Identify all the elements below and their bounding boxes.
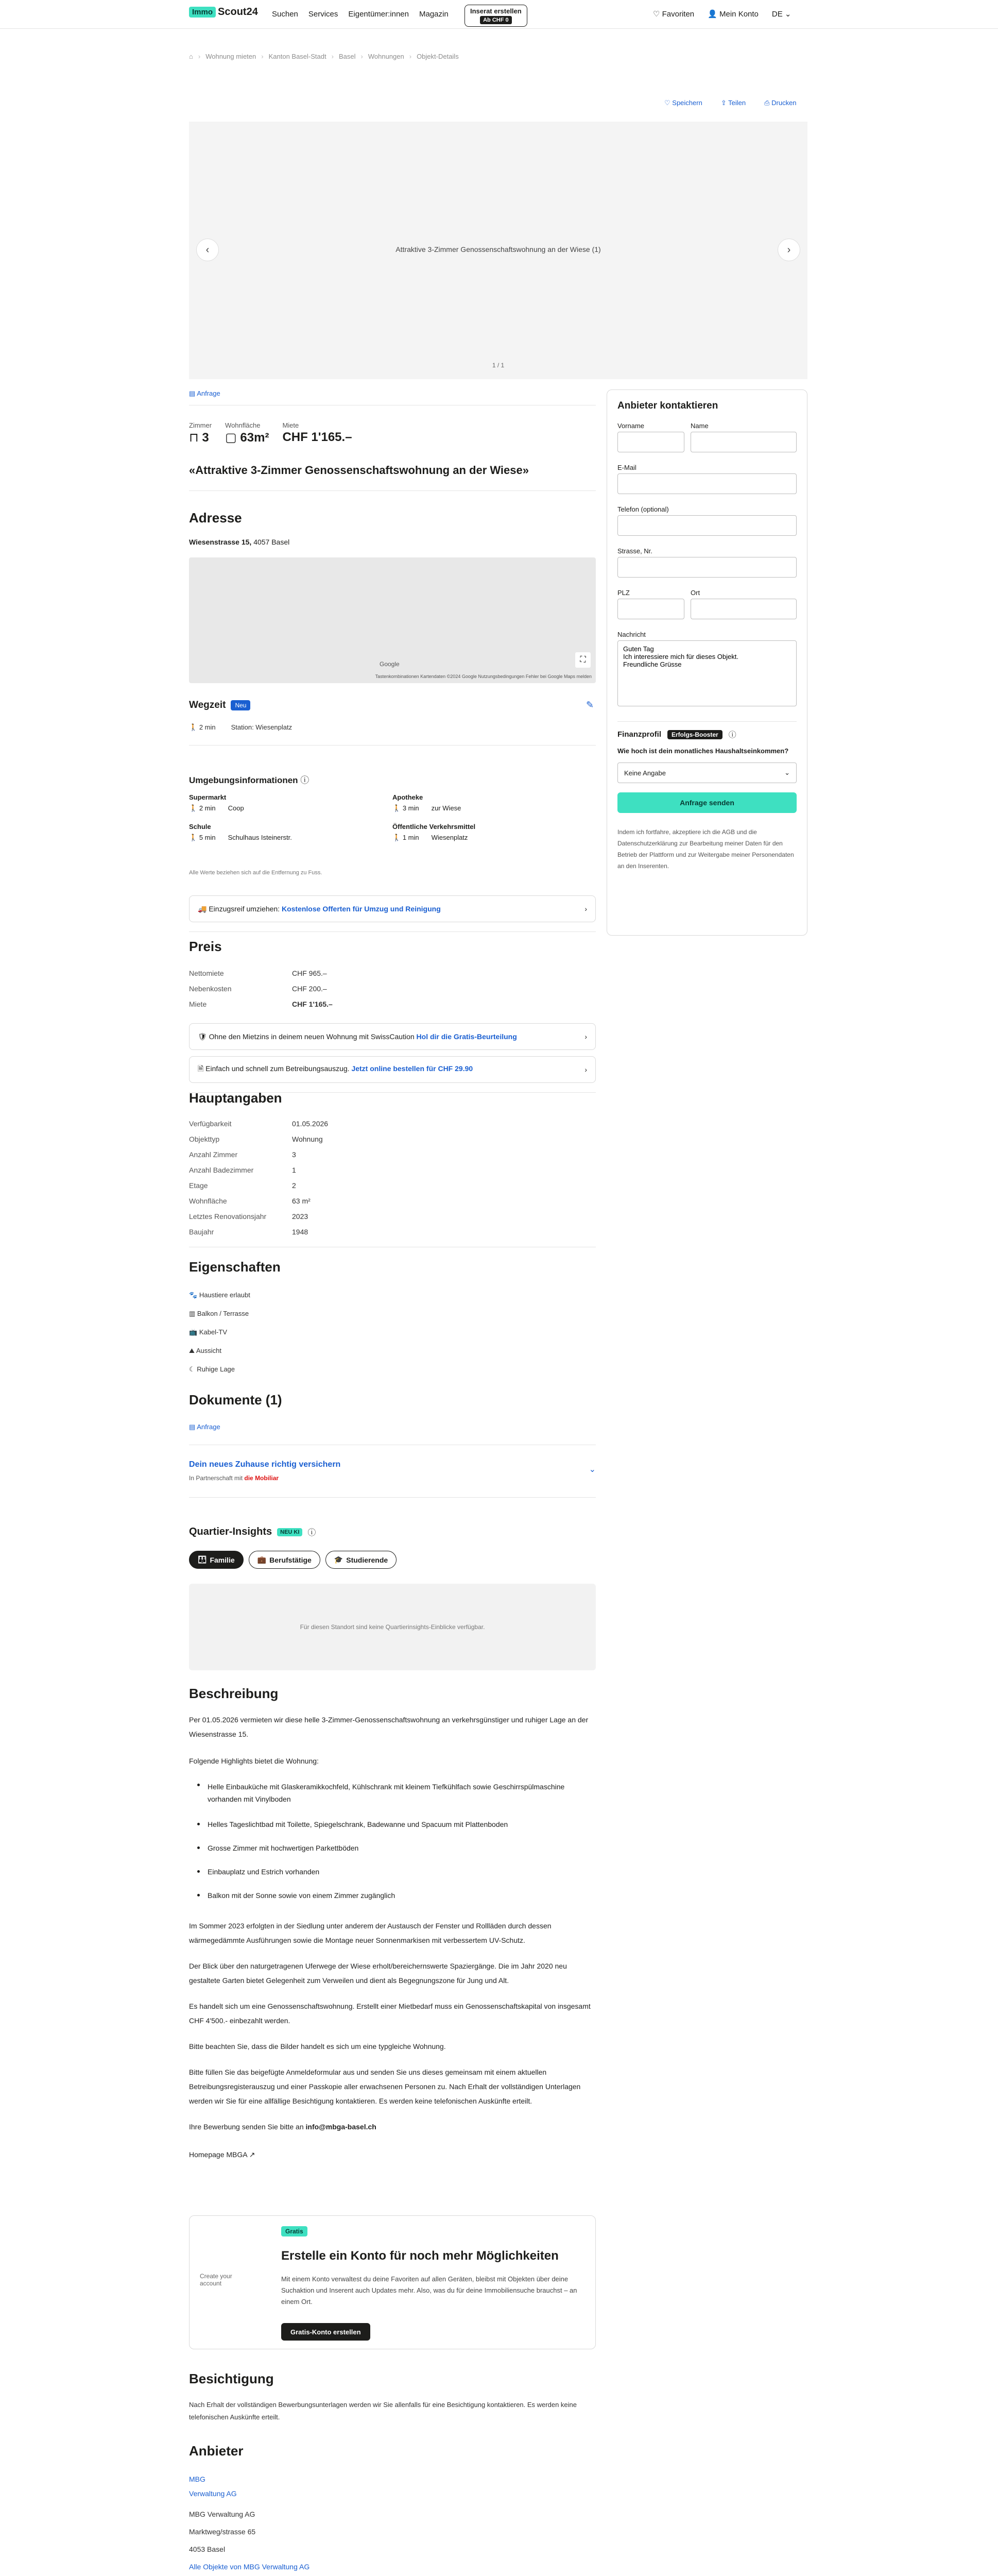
rent-label: Miete: [282, 421, 299, 429]
account-label: Mein Konto: [719, 10, 759, 19]
finance-profile: [617, 721, 797, 783]
favorites-label: Favoriten: [662, 10, 695, 19]
debt-record-card[interactable]: [189, 1056, 596, 1083]
listing-actions: [664, 99, 797, 107]
description-paragraph: Bitte beachten Sie, dass die Bilder handelt es sich um eine typgleiche Wohnung.: [189, 2042, 446, 2050]
price-label: Nebenkosten: [189, 985, 232, 993]
street-label: Strasse, Nr.: [617, 547, 652, 555]
area-icon: ▢: [225, 431, 237, 445]
route-heading: Wegzeit: [189, 700, 226, 710]
document-link[interactable]: [189, 389, 220, 398]
mountain-icon: ⛰: [189, 1347, 195, 1354]
price-row: [189, 965, 446, 981]
nav-magazine[interactable]: Magazin: [419, 10, 449, 19]
tab-family[interactable]: [189, 1551, 244, 1569]
user-icon: 👤: [708, 10, 717, 19]
info-row: [189, 1116, 446, 1131]
nav-search[interactable]: Suchen: [272, 10, 298, 19]
main-info-heading: Hauptangaben: [189, 1090, 282, 1106]
info-icon[interactable]: ⓘ: [307, 1529, 316, 1537]
poi-item: [189, 793, 392, 812]
phone-field[interactable]: [617, 515, 797, 536]
info-value: 2: [292, 1181, 296, 1190]
area-fact: [225, 421, 269, 445]
all-listings-link[interactable]: Alle Objekte von MBG Verwaltung AG: [189, 2563, 310, 2571]
header-right: [653, 9, 791, 19]
feature-label: Ruhige Lage: [197, 1365, 235, 1373]
deposit-card[interactable]: [189, 1023, 596, 1050]
info-value: 1: [292, 1166, 296, 1174]
chevron-right-icon: ›: [787, 244, 791, 256]
price-table: [189, 965, 446, 1012]
breadcrumb-item[interactable]: Wohnung mieten: [205, 53, 256, 60]
map-credit: Tastenkombinationen Kartendaten ©2024 Google Nutzungsbedingungen Fehler bei Google Maps melden: [375, 674, 592, 679]
info-value: Wohnung: [292, 1135, 323, 1143]
info-label: Anzahl Badezimmer: [189, 1166, 254, 1174]
feature-label: Haustiere erlaubt: [199, 1291, 250, 1299]
document-link-label: Anfrage: [197, 389, 220, 397]
door-icon: ⊓: [189, 431, 199, 445]
external-link-icon: ↗: [249, 2150, 255, 2159]
heart-icon: ♡: [664, 99, 670, 107]
ai-badge: NEU KI: [277, 1528, 302, 1536]
contact-form-heading: Anbieter kontaktieren: [617, 400, 718, 411]
poi-time: 1 min: [402, 834, 419, 841]
email-field[interactable]: [617, 473, 797, 494]
language-label: DE: [771, 10, 783, 19]
moving-offer-link: Kostenlose Offerten für Umzug und Reinigung: [281, 904, 441, 913]
deposit-link: Hol dir die Gratis-Beurteilung: [416, 1032, 517, 1041]
provider-line: MBG Verwaltung AG: [189, 2510, 255, 2518]
description-paragraph: Folgende Highlights bietet die Wohnung:: [189, 1757, 319, 1765]
info-row: [189, 1224, 446, 1240]
logo[interactable]: [189, 6, 258, 18]
rooms-fact: [189, 421, 212, 445]
price-label: Miete: [189, 1000, 207, 1008]
breadcrumb-separator: ›: [261, 53, 264, 60]
main-nav: [272, 10, 449, 19]
moving-offer-card[interactable]: [189, 895, 596, 922]
poi-name: Schule: [189, 823, 211, 831]
surroundings-heading: [189, 773, 309, 786]
graduation-icon: 🎓: [334, 1555, 343, 1564]
tab-label: Familie: [210, 1555, 235, 1564]
address-street: Wiesenstrasse 15,: [189, 538, 252, 546]
zip-label: PLZ: [617, 589, 630, 597]
feature-label: Aussicht: [196, 1347, 221, 1354]
route-header: [189, 700, 250, 711]
legal-notice: Indem ich fortfahre, akzeptiere ich die AGB und die Datenschutzerklärung zur Bearbeitung meiner Daten für den Betrieb der Plattform und zur Weitergabe meiner Personendaten an den Inserenten.: [617, 828, 794, 870]
info-row: [189, 1178, 446, 1193]
surroundings-title: Umgebungsinformationen: [189, 775, 298, 785]
poi-place: Schulhaus Isteinerstr.: [228, 834, 292, 841]
info-label: Anzahl Zimmer: [189, 1150, 238, 1159]
edit-icon[interactable]: ✎: [586, 700, 594, 710]
poi-name: Supermarkt: [189, 793, 227, 801]
insurance-sub: In Partnerschaft mit: [189, 1475, 243, 1482]
chevron-down-icon: ⌄: [589, 1465, 596, 1474]
deposit-text: Ohne den Mietzins in deinem neuen Wohnung mit SwissCaution: [209, 1032, 417, 1041]
phone-label: Telefon (optional): [617, 505, 669, 513]
feature-item: [189, 1323, 250, 1342]
account-promo: [189, 2215, 596, 2349]
top-header: [0, 0, 998, 29]
print-button[interactable]: [764, 99, 796, 107]
highlights-list: [189, 1773, 596, 1907]
message-label: Nachricht: [617, 631, 646, 638]
info-row: [189, 1147, 446, 1162]
booster-badge: Erfolgs-Booster: [667, 730, 722, 739]
promo-image: Create your account: [200, 2273, 232, 2287]
feature-label: Kabel-TV: [199, 1328, 228, 1336]
tab-label: Studierende: [346, 1555, 388, 1564]
walk-icon: 🚶 2 min: [189, 804, 216, 812]
description-paragraph: Es handelt sich um eine Genossenschaftswohnung. Erstellt einer Mietbedarf muss ein Genossenschaftskapital von insgesamt CHF 4'500.- einbezahlt werden.: [189, 2002, 591, 2025]
documents-heading: Dokumente (1): [189, 1392, 282, 1408]
price-value: CHF 965.–: [292, 969, 327, 977]
briefcase-icon: 💼: [257, 1555, 267, 1564]
info-value: 1948: [292, 1228, 308, 1236]
info-label: Baujahr: [189, 1228, 214, 1236]
info-value: 3: [292, 1150, 296, 1159]
promo-badge: Gratis: [281, 2226, 307, 2236]
debt-record-link: Jetzt online bestellen für CHF 29.90: [351, 1064, 473, 1073]
info-value: 01.05.2026: [292, 1120, 329, 1128]
shield-icon: 🛡: [198, 1032, 207, 1041]
feature-item: [189, 1286, 250, 1304]
key-facts: [189, 421, 352, 445]
city-label: Ort: [691, 589, 700, 597]
share-label: Teilen: [728, 99, 746, 107]
printer-icon: ⎙: [764, 99, 770, 107]
divider: [189, 1497, 596, 1498]
income-question: Wie hoch ist dein monatliches Haushaltseinkommen?: [617, 747, 789, 755]
info-value: 2023: [292, 1212, 308, 1221]
tab-professionals[interactable]: [249, 1551, 320, 1569]
rooms-value: 3: [202, 431, 209, 445]
provider-link[interactable]: Verwaltung AG: [189, 2489, 237, 2498]
rent-value: CHF 1'165.–: [282, 430, 352, 444]
price-heading: Preis: [189, 939, 222, 954]
walk-icon: 🚶 1 min: [392, 834, 419, 841]
document-label: Anfrage: [197, 1423, 220, 1431]
poi-time: 5 min: [199, 834, 216, 841]
send-inquiry-button[interactable]: Anfrage senden: [617, 792, 797, 813]
account-link[interactable]: [708, 9, 759, 19]
info-row: [189, 1162, 446, 1178]
logo-text: Scout24: [218, 6, 258, 18]
map-google-logo: Google: [380, 660, 400, 668]
provider-line: Marktweg/strasse 65: [189, 2528, 256, 2536]
tv-icon: 📺: [189, 1328, 198, 1336]
features-list: [189, 1286, 250, 1379]
main-info-table: [189, 1116, 446, 1240]
poi-item: [392, 793, 596, 812]
document-icon: 🗎: [198, 1064, 204, 1073]
promo-title: Erstelle ein Konto für noch mehr Möglichkeiten: [281, 2249, 559, 2263]
chevron-right-icon: ›: [584, 1032, 587, 1041]
gallery-image-alt: Attraktive 3-Zimmer Genossenschaftswohnung an der Wiese (1): [395, 245, 601, 253]
provider-heading: Anbieter: [189, 2443, 244, 2459]
zip-field[interactable]: [617, 599, 684, 619]
highlight-item: Helles Tageslichtbad mit Toilette, Spiegelschrank, Badewanne und Spacuum mit Plattenboden: [189, 1812, 596, 1836]
rooms-label: Zimmer: [189, 421, 212, 429]
address-text: [189, 538, 289, 546]
area-label: Wohnfläche: [225, 421, 261, 429]
quiet-icon: ☾: [189, 1365, 195, 1373]
favorites-link[interactable]: [653, 9, 694, 19]
nav-owners[interactable]: Eigentümer:innen: [348, 10, 409, 19]
price-label: Nettomiete: [189, 969, 224, 977]
chevron-right-icon: ›: [584, 905, 587, 913]
breadcrumb-current: Objekt-Details: [417, 53, 459, 60]
provider-info: [189, 2472, 309, 2574]
info-row: [189, 1209, 446, 1224]
provider-line: 4053 Basel: [189, 2545, 226, 2553]
income-select[interactable]: [617, 762, 797, 783]
map[interactable]: [189, 557, 596, 683]
price-value: CHF 1'165.–: [292, 1000, 333, 1008]
info-label: Wohnfläche: [189, 1197, 227, 1205]
insurance-banner[interactable]: [189, 1460, 596, 1491]
contact-text: Ihre Bewerbung senden Sie bitte an: [189, 2123, 306, 2131]
provider-name[interactable]: MBG: [189, 2475, 205, 2483]
breadcrumb-separator: ›: [331, 53, 334, 60]
language-select[interactable]: [772, 9, 791, 19]
highlight-item: Helle Einbauküche mit Glaskeramikkochfeld, Kühlschrank mit kleinem Tiefkühlfach sowie Geschirrspülmaschine vorhanden mit Vinylboden: [189, 1773, 596, 1812]
poi-name: Öffentliche Verkehrsmittel: [392, 823, 476, 831]
route-info: [189, 723, 292, 732]
listing-title: «Attraktive 3-Zimmer Genossenschaftswohnung an der Wiese»: [189, 464, 529, 477]
save-label: Speichern: [672, 99, 702, 107]
poi-item: [392, 823, 596, 842]
info-label: Verfügbarkeit: [189, 1120, 232, 1128]
features-heading: Eigenschaften: [189, 1259, 281, 1275]
walk-icon: 🚶: [189, 723, 198, 731]
insurance-title: Dein neues Zuhause richtig versichern: [189, 1460, 341, 1469]
homepage-link[interactable]: [189, 2147, 596, 2162]
divider: [189, 931, 596, 932]
promo-text: Mit einem Konto verwaltest du deine Favoriten auf allen Geräten, bleibst mit Objekten über deine Suchaktion und Inserent auch Updates mehr. Also, was du für deine Immobiliensuche brauchst – an einem Ort.: [281, 2275, 577, 2306]
gallery-next-button[interactable]: [778, 239, 800, 261]
paw-icon: 🐾: [189, 1291, 198, 1299]
address-heading: Adresse: [189, 510, 242, 526]
walk-icon: 🚶 5 min: [189, 834, 216, 841]
image-gallery[interactable]: [189, 122, 807, 379]
debt-record-text: Einfach und schnell zum Betreibungsauszug.: [205, 1064, 352, 1073]
description-paragraph: Der Blick über den naturgetragenen Uferwege der Wiese erholt/bereichernswerte Spaziergänge. Die im Jahr 2020 neu gestaltete Garten bietet Gelegenheit zum Verweilen und dient als Begegnungszone für Jung und Alt.: [189, 1962, 567, 1985]
contact-form: [607, 389, 807, 936]
logo-badge: Immo: [189, 7, 216, 18]
breadcrumb-item[interactable]: Wohnungen: [368, 53, 404, 60]
create-account-button[interactable]: Gratis-Konto erstellen: [281, 2323, 370, 2341]
fullscreen-icon[interactable]: ⛶: [575, 652, 591, 668]
create-listing-price: Ab CHF 0: [480, 16, 512, 24]
surroundings-grid: [189, 793, 596, 842]
finance-title: Finanzprofil: [617, 730, 661, 739]
nav-services[interactable]: Services: [308, 10, 338, 19]
quarter-header: [189, 1526, 316, 1538]
poi-time: 2 min: [199, 804, 216, 812]
divider: [189, 490, 596, 491]
gallery-counter: 1 / 1: [492, 362, 505, 369]
route-destination: Station: Wiesenplatz: [231, 723, 292, 731]
address-city: 4057 Basel: [253, 538, 290, 546]
save-button[interactable]: [664, 99, 702, 107]
new-badge: Neu: [231, 700, 250, 710]
first-name-field[interactable]: [617, 432, 684, 452]
breadcrumb-separator: ›: [360, 53, 363, 60]
area-value: 63m²: [240, 431, 269, 445]
balcony-icon: ▥: [189, 1310, 196, 1317]
breadcrumb: [189, 53, 459, 60]
last-name-label: Name: [691, 422, 709, 430]
rent-fact: [282, 421, 352, 445]
visit-text: Nach Erhalt der vollständigen Bewerbungsunterlagen werden wir Sie allenfalls für eine Besichtigung kontaktieren. Es werden keine telefonischen Auskünfte erteilt.: [189, 2401, 577, 2421]
file-icon: ▤: [189, 1423, 196, 1431]
description-paragraph: Per 01.05.2026 vermieten wir diese helle 3-Zimmer-Genossenschaftswohnung an verkehrsgünstiger und ruhiger Lage an der Wiesenstrasse 15.: [189, 1716, 589, 1738]
print-label: Drucken: [771, 99, 797, 107]
info-value: 63 m²: [292, 1197, 311, 1205]
email-label: E-Mail: [617, 464, 636, 471]
feature-item: [189, 1342, 250, 1360]
home-icon[interactable]: ⌂: [189, 53, 193, 60]
chevron-down-icon: ⌄: [784, 769, 790, 776]
price-value: CHF 200.–: [292, 985, 327, 993]
family-icon: 👪: [198, 1555, 207, 1564]
poi-place: Coop: [228, 804, 244, 812]
breadcrumb-item[interactable]: Kanton Basel-Stadt: [268, 53, 326, 60]
description-body: [189, 1713, 596, 2162]
highlight-item: Einbauplatz und Estrich vorhanden: [189, 1860, 596, 1884]
breadcrumb-separator: ›: [198, 53, 201, 60]
tab-label: Berufstätige: [269, 1555, 312, 1564]
feature-label: Balkon / Terrasse: [197, 1310, 249, 1317]
first-name-label: Vorname: [617, 422, 645, 430]
info-label: Objekttyp: [189, 1135, 220, 1143]
last-name-field[interactable]: [691, 432, 797, 452]
truck-icon: 🚚: [198, 904, 207, 913]
price-row: [189, 981, 446, 996]
gallery-prev-button[interactable]: [196, 239, 219, 261]
street-field[interactable]: [617, 557, 797, 578]
info-icon[interactable]: ⓘ: [300, 775, 309, 785]
quarter-tabs: [189, 1551, 397, 1569]
create-listing-button[interactable]: [464, 5, 527, 27]
info-row: [189, 1193, 446, 1209]
highlight-item: Balkon mit der Sonne sowie von einem Zimmer zugänglich: [189, 1884, 596, 1907]
description-paragraph: Im Sommer 2023 erfolgten in der Siedlung unter anderem der Austausch der Fenster und Rollläden durch dessen wärmegedämmte Ausführungen sowie die Montage neuer Sonnenmarkisen mit verbessertem UV-Schutz.: [189, 1922, 552, 1944]
price-row: [189, 996, 446, 1012]
share-button[interactable]: [721, 99, 746, 107]
create-listing-label: Inserat erstellen: [470, 7, 522, 15]
income-select-value: Keine Angabe: [624, 769, 666, 777]
heart-icon: ♡: [653, 10, 660, 19]
info-label: Letztes Renovationsjahr: [189, 1212, 267, 1221]
info-row: [189, 1131, 446, 1147]
share-icon: ⇪: [720, 99, 727, 107]
chevron-left-icon: ‹: [205, 244, 210, 256]
poi-name: Apotheke: [392, 793, 423, 801]
feature-item: [189, 1304, 250, 1323]
message-field[interactable]: [617, 640, 797, 706]
city-field[interactable]: [691, 599, 797, 619]
tab-students[interactable]: [325, 1551, 397, 1569]
email-link[interactable]: info@mbga-basel.ch: [305, 2123, 376, 2131]
file-icon: ▤: [189, 389, 196, 397]
quarter-empty-state: Für diesen Standort sind keine Quartierinsights-Einblicke verfügbar.: [189, 1584, 596, 1670]
homepage-label: Homepage MBGA: [189, 2150, 247, 2159]
highlight-item: Grosse Zimmer mit hochwertigen Parkettböden: [189, 1836, 596, 1860]
breadcrumb-item[interactable]: Basel: [338, 53, 356, 60]
route-time: 2 min: [199, 723, 216, 731]
breadcrumb-separator: ›: [409, 53, 412, 60]
description-heading: Beschreibung: [189, 1686, 279, 1701]
document-item[interactable]: [189, 1423, 220, 1431]
info-label: Etage: [189, 1181, 208, 1190]
walk-icon: 🚶 3 min: [392, 804, 419, 812]
moving-offer-text: Einzugsreif umziehen:: [209, 904, 282, 913]
poi-time: 3 min: [402, 804, 419, 812]
poi-place: zur Wiese: [431, 804, 461, 812]
visit-heading: Besichtigung: [189, 2371, 274, 2386]
surroundings-note: Alle Werte beziehen sich auf die Entfernung zu Fuss.: [189, 870, 322, 876]
feature-item: [189, 1360, 250, 1379]
chevron-down-icon: ⌄: [784, 10, 791, 19]
description-paragraph: [189, 2120, 596, 2134]
quarter-title: Quartier-Insights: [189, 1526, 272, 1537]
description-paragraph: Bitte füllen Sie das beigefügte Anmeldeformular aus und senden Sie uns dieses gemeinsam mit einem aktuellen Betreibungsregisterauszug und einer Passkopie aller erwachsenen Personen zu. Nach Erhalt der vollständigen Unterlagen werden wir Sie für eine allfällige Besichtigung kontaktieren. Es werden keine telefonischen Auskünfte erteilt.: [189, 2068, 581, 2105]
info-icon[interactable]: ⓘ: [728, 731, 736, 739]
poi-item: [189, 823, 392, 842]
insurance-brand: die Mobiliar: [244, 1475, 279, 1482]
chevron-right-icon: ›: [584, 1065, 587, 1074]
poi-place: Wiesenplatz: [431, 834, 468, 841]
